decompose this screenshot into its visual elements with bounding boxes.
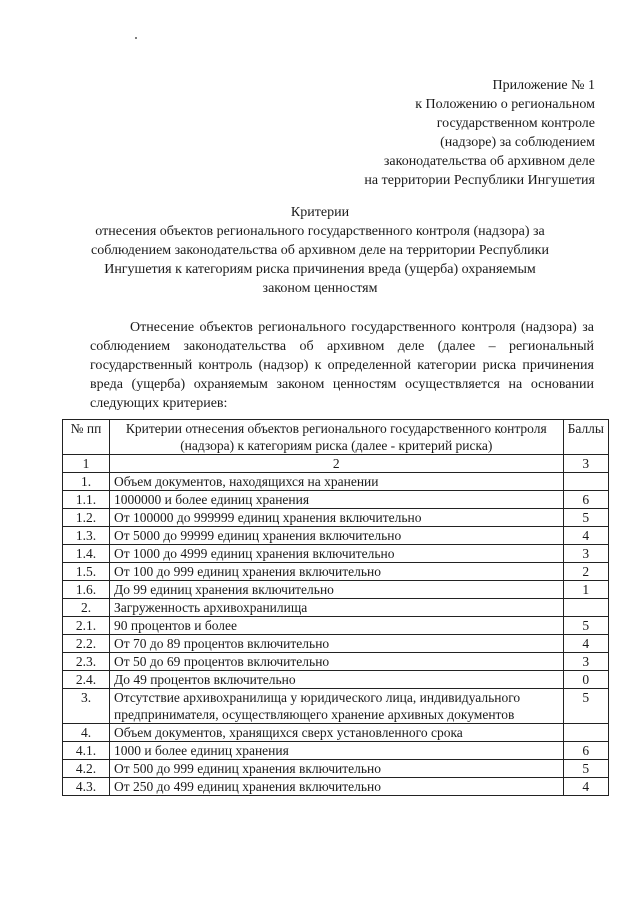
table-row — [63, 635, 609, 653]
table-row — [63, 581, 609, 599]
row-score: 4 — [563, 778, 608, 796]
table-row — [63, 689, 609, 724]
intro-paragraph — [90, 318, 594, 413]
header-score: Баллы — [563, 420, 608, 455]
row-score: 5 — [563, 689, 608, 724]
row-criteria: От 100 до 999 единиц хранения включительно — [110, 563, 564, 581]
row-num: 3. — [63, 689, 110, 724]
document-title — [60, 203, 580, 298]
row-criteria: До 49 процентов включительно — [110, 671, 564, 689]
row-num: 1.4. — [63, 545, 110, 563]
row-score: 0 — [563, 671, 608, 689]
row-criteria: Объем документов, находящихся на хранении — [110, 473, 564, 491]
row-num: 4.3. — [63, 778, 110, 796]
table-row — [63, 653, 609, 671]
row-num: 2. — [63, 599, 110, 617]
row-score: 2 — [563, 563, 608, 581]
row-num: 1.1. — [63, 491, 110, 509]
row-num: 4. — [63, 724, 110, 742]
appendix-line: (надзоре) за соблюдением — [440, 135, 595, 150]
row-num: 2.4. — [63, 671, 110, 689]
title-line: Ингушетия к категориям риска причинения вреда (ущерба) охраняемым — [104, 262, 536, 277]
criteria-table — [62, 419, 609, 796]
row-criteria: До 99 единиц хранения включительно — [110, 581, 564, 599]
table-row — [63, 563, 609, 581]
table-row — [63, 545, 609, 563]
row-score: 5 — [563, 617, 608, 635]
title-line: законом ценностям — [262, 281, 378, 296]
intro-text: Отнесение объектов регионального государственного контроля (надзора) за соблюдением законодательства об архивном деле (далее – региональный государственный контроль (надзор) к определенной категории риска причинения вреда (ущерба) охраняемым законом ценностям осуществляется на основании следующих критериев: — [90, 320, 594, 411]
index-score: 3 — [563, 455, 608, 473]
row-criteria: Загруженность архивохранилища — [110, 599, 564, 617]
row-num: 1.3. — [63, 527, 110, 545]
title-line: соблюдением законодательства об архивном деле на территории Республики — [91, 243, 549, 258]
row-num: 1. — [63, 473, 110, 491]
table-header-row — [63, 420, 609, 455]
row-criteria: От 500 до 999 единиц хранения включительно — [110, 760, 564, 778]
index-num: 1 — [63, 455, 110, 473]
row-score — [563, 473, 608, 491]
appendix-line: Приложение № 1 — [492, 78, 595, 93]
table-row — [63, 778, 609, 796]
table-row — [63, 617, 609, 635]
table-row — [63, 491, 609, 509]
row-score: 5 — [563, 509, 608, 527]
appendix-line: законодательства об архивном деле — [383, 154, 595, 169]
row-num: 4.1. — [63, 742, 110, 760]
row-score: 6 — [563, 491, 608, 509]
appendix-line: государственном контроле — [436, 116, 595, 131]
row-score: 4 — [563, 635, 608, 653]
table-row — [63, 527, 609, 545]
row-criteria: От 50 до 69 процентов включительно — [110, 653, 564, 671]
row-num: 1.6. — [63, 581, 110, 599]
row-criteria: От 250 до 499 единиц хранения включительно — [110, 778, 564, 796]
table-index-row — [63, 455, 609, 473]
title-line: Критерии — [290, 205, 350, 220]
row-num: 2.2. — [63, 635, 110, 653]
header-criteria: Критерии отнесения объектов регионального государственного контроля (надзора) к категориям риска (далее - критерий риска) — [110, 420, 564, 455]
row-score: 1 — [563, 581, 608, 599]
appendix-header — [295, 76, 595, 190]
table-row — [63, 671, 609, 689]
row-num: 1.2. — [63, 509, 110, 527]
row-criteria: Отсутствие архивохранилища у юридического лица, индивидуального предпринимателя, осуществляющего хранение архивных документов — [110, 689, 564, 724]
appendix-line: на территории Республики Ингушетия — [364, 173, 595, 188]
row-score: 6 — [563, 742, 608, 760]
table-row — [63, 742, 609, 760]
row-score — [563, 599, 608, 617]
row-criteria: 1000000 и более единиц хранения — [110, 491, 564, 509]
row-score: 5 — [563, 760, 608, 778]
row-criteria: От 5000 до 99999 единиц хранения включительно — [110, 527, 564, 545]
row-num: 4.2. — [63, 760, 110, 778]
header-num: № пп — [63, 420, 110, 455]
row-criteria: От 70 до 89 процентов включительно — [110, 635, 564, 653]
title-line: отнесения объектов регионального государственного контроля (надзора) за — [95, 224, 545, 239]
row-criteria: 1000 и более единиц хранения — [110, 742, 564, 760]
row-criteria: 90 процентов и более — [110, 617, 564, 635]
row-score — [563, 724, 608, 742]
row-num: 2.1. — [63, 617, 110, 635]
row-num: 2.3. — [63, 653, 110, 671]
row-criteria: От 1000 до 4999 единиц хранения включительно — [110, 545, 564, 563]
table-row — [63, 599, 609, 617]
row-score: 3 — [563, 545, 608, 563]
row-score: 4 — [563, 527, 608, 545]
appendix-line: к Положению о региональном — [415, 97, 595, 112]
table-row — [63, 509, 609, 527]
table-row — [63, 724, 609, 742]
row-criteria: Объем документов, хранящихся сверх установленного срока — [110, 724, 564, 742]
row-score: 3 — [563, 653, 608, 671]
table-row — [63, 760, 609, 778]
row-num: 1.5. — [63, 563, 110, 581]
index-criteria: 2 — [110, 455, 564, 473]
row-criteria: От 100000 до 999999 единиц хранения включительно — [110, 509, 564, 527]
table-row — [63, 473, 609, 491]
scan-speck — [135, 37, 137, 39]
